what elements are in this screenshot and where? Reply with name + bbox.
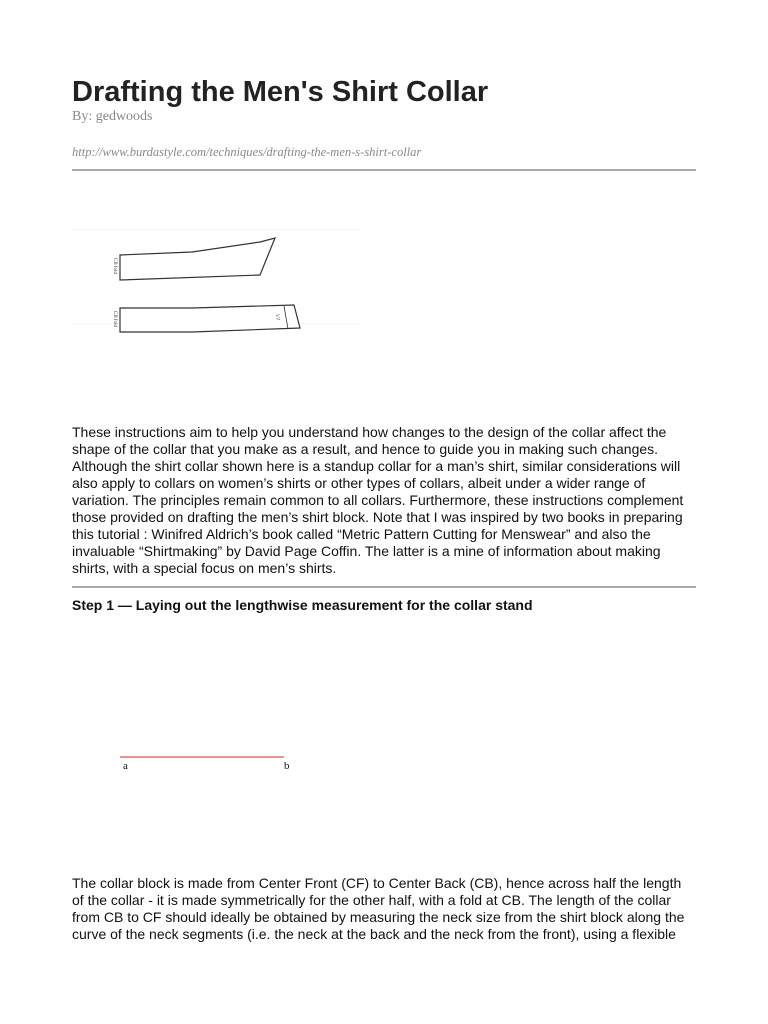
collar-stand-shape xyxy=(120,305,300,332)
stand-mark-label: 1/2 xyxy=(274,313,281,321)
step-1-heading: Step 1 — Laying out the lengthwise measurement for the collar stand xyxy=(72,597,533,613)
page-title: Drafting the Men's Shirt Collar xyxy=(72,76,489,108)
intro-paragraph: These instructions aim to help you understand how changes to the design of the collar affect the shape of the collar that you make as a result, and hence to guide you in making such changes. Although the shirt collar shown here is a standup collar for a man’s shirt, similar considerations will also apply to collars on women’s shirts or other types of collars, albeit under a wider range of variation. The principles remain common to all collars. Furthermore, these instructions complement those provided on drafting the men’s shirt block. Note that I was inspired by two books in preparing this tutorial : Winifred Aldrich’s book called “Metric Pattern Cutting for Menswear” and also the invaluable “Shirtmaking” by David Page Coffin. The latter is a mine of information about making shirts, with a special focus on men’s shirts. xyxy=(72,424,684,576)
collar-pattern-figure xyxy=(72,222,362,342)
step-1-figure xyxy=(112,745,342,775)
section-divider xyxy=(72,586,696,588)
collar-piece-shape xyxy=(120,238,275,280)
stand-cb-fold-label: CB fold xyxy=(112,311,117,327)
source-url[interactable]: http://www.burdastyle.com/techniques/drafting-the-men-s-shirt-collar xyxy=(72,145,422,159)
body-paragraph: The collar block is made from Center Front (CF) to Center Back (CB), hence across half the length of the collar - it is made symmetrically for the other half, with a fold at CB. The length of the collar from CB to CF should ideally be obtained by measuring the neck size from the shirt block along the curve of the neck segments (i.e. the neck at the back and the neck from the front), using a flexible xyxy=(72,875,685,942)
collar-cb-fold-label: CB fold xyxy=(112,258,117,274)
author-byline: By: gedwoods xyxy=(72,109,153,124)
point-a-label: a xyxy=(123,760,128,772)
point-b-label: b xyxy=(284,760,290,772)
header-divider xyxy=(72,169,696,171)
